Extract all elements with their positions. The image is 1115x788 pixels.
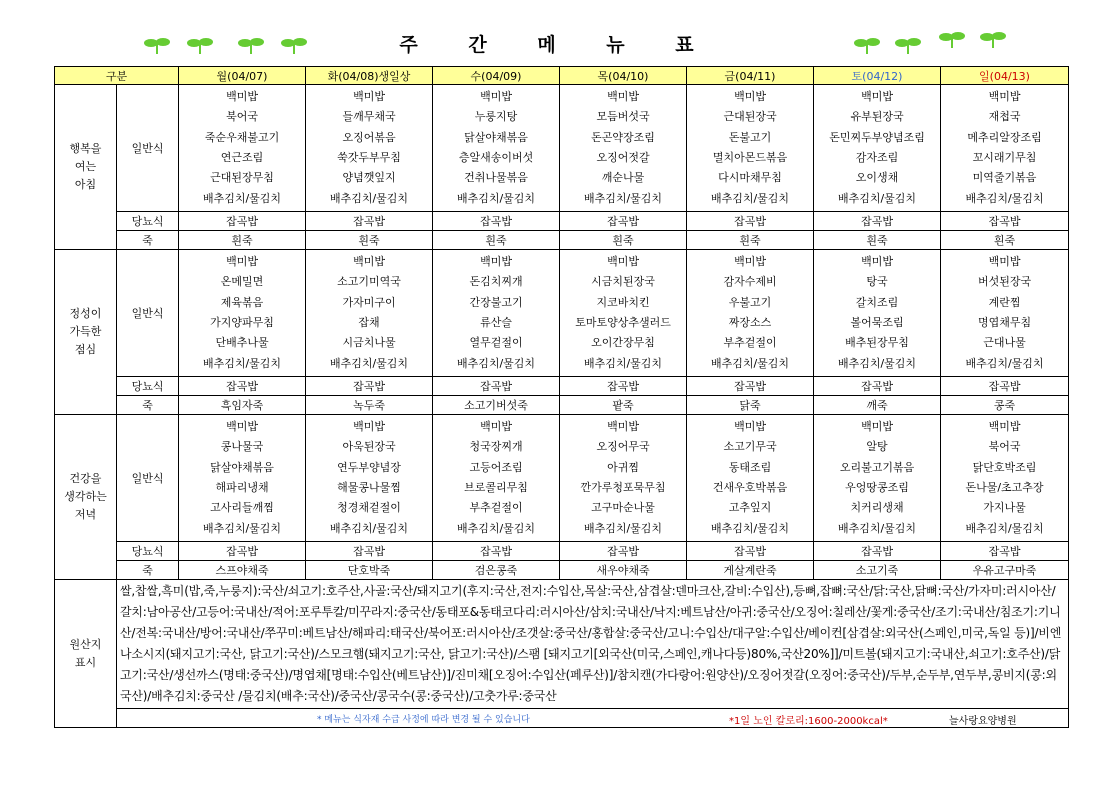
menu-cell [687, 85, 814, 212]
menu-item: 청경채겉절이 [337, 501, 401, 515]
menu-item: 배추김치/물김치 [837, 521, 917, 535]
menu-item: 시금치나물 [342, 336, 396, 350]
menu-cell [687, 415, 814, 542]
menu-cell [560, 85, 687, 212]
menu-item: 우엉땅콩조림 [845, 481, 909, 494]
page-title: 주 간 메 뉴 표 [399, 34, 716, 56]
menu-item: 해물콩나물찜 [337, 481, 401, 494]
menu-item: 탕국 [866, 275, 888, 289]
origin-text: 쌀,찹쌀,흑미(밥,죽,누룽지):국산/쇠고기:호주산,사골:국산/돼지고기(후지:국산,전지:수입산,목살:국산,삼겹살:덴마크산,갈비:수입산),등뼈,잡뼈:국산/닭:국산,닭뼈:국산/가자미:러시아산/갈치:남아공산/고등어:국내산/적어:포루투칼/미꾸라지:중국산/동태포&동태코다리:러시아산/삼치:국내산/낙지:베트남산/아귀:중국산/오징어:칠레산/꽃게:중국산/조기:국내산/침조기:기니산/전복:국내산/방어:국내산/쭈꾸미:베트남산/해파리:태국산/북어포:러시아산/조갯살:중국산/홍합살:중국산/고니:수입산/대구알:수입산/베이컨[삼겹살:외국산(스페인,미국,독일 등)]/비엔나소시지(돼지고기:국산, 닭고기:국산)/스모크햄(돼지고기:국산, 닭고기:국산)/스팸 [돼지고기[외국산(미국,스페인,캐나다등)80%,국산20%]]/미트볼(돼지고기:국내산,쇠고기:호주산)/닭고기:국산/생선까스(명태:중국산)/명엽채[명태:수입산(베트남산)]/진미채[오징어:수입산(페루산)]/참치캔(가다랑어:원양산)/오징어젓갈(오징어:중국산)/두부,순두부,연두부,콩비지(콩:외국산)/배추김치:중국산 /물김치(배추:국산)/중국산/콩국수(콩:중국산)/고춧가루:중국산 [117, 580, 1069, 709]
sprout-icon [852, 36, 882, 54]
menu-item: 메추리알장조림 [967, 130, 1042, 144]
menu-item: 백미밥 [734, 255, 766, 269]
menu-item: 부추겉절이 [723, 336, 777, 350]
lunch-porridge-row [55, 396, 1069, 415]
menu-item: 들깨무채국 [342, 110, 396, 124]
menu-item: 백미밥 [607, 420, 639, 434]
dinner-label [55, 415, 117, 580]
menu-item: 배추김치/물김치 [456, 191, 536, 205]
menu-cell: 닭죽 [687, 396, 814, 415]
menu-item: 건취나물볶음 [464, 171, 528, 185]
menu-item: 배추김치/물김치 [837, 356, 917, 370]
menu-item: 고추잎지 [728, 501, 772, 515]
menu-item: 오징어무국 [596, 440, 650, 454]
menu-item: 백미밥 [353, 90, 385, 104]
breakfast-label [55, 85, 117, 250]
menu-item: 간장불고기 [469, 295, 523, 309]
footer-cell [117, 709, 1069, 728]
diabetic-diet-label: 당뇨식 [117, 212, 179, 231]
menu-cell: 잡곡밥 [306, 212, 433, 231]
menu-item: 아귀찜 [607, 460, 639, 474]
day-header-fri: 금(04/11) [687, 67, 814, 85]
menu-change-note: * 메뉴는 식자재 수급 사정에 따라 변경 될 수 있습니다 [317, 715, 530, 725]
label-line: 건강을 [69, 472, 102, 485]
menu-item: 동태조림 [728, 460, 772, 474]
menu-item: 멸치아몬드볶음 [712, 151, 788, 164]
menu-item: 배추김치/물김치 [710, 356, 790, 370]
menu-item: 배추김치/물김치 [329, 191, 409, 205]
menu-cell [814, 415, 941, 542]
menu-cell [814, 85, 941, 212]
menu-item: 백미밥 [226, 420, 258, 434]
menu-item: 계란찜 [988, 295, 1021, 309]
lunch-regular-row [55, 250, 1069, 377]
menu-item: 갈치조림 [855, 295, 899, 309]
label-line: 행복을 [69, 142, 102, 155]
diabetic-diet-label: 당뇨식 [117, 377, 179, 396]
menu-item: 브로콜리무침 [464, 481, 528, 494]
menu-cell [306, 250, 433, 377]
menu-cell [687, 250, 814, 377]
sprout-icon [142, 36, 172, 54]
menu-item: 백미밥 [607, 255, 639, 269]
regular-diet-label: 일반식 [117, 85, 179, 212]
label-line: 아침 [74, 178, 97, 191]
menu-item: 배추김치/물김치 [965, 191, 1044, 205]
menu-cell: 잡곡밥 [941, 377, 1069, 396]
lunch-label [55, 250, 117, 415]
menu-item: 다시마채무침 [718, 171, 782, 185]
menu-item: 볼어묵조림 [850, 316, 904, 329]
menu-item: 층알새송이버섯 [458, 151, 534, 164]
menu-item: 배추김치/물김치 [202, 191, 282, 205]
menu-item: 우불고기 [728, 295, 772, 309]
menu-item: 배추김치/물김치 [965, 521, 1044, 535]
menu-cell: 잡곡밥 [814, 542, 941, 561]
dinner-diabetic-row [55, 542, 1069, 561]
label-line: 점심 [74, 343, 97, 356]
menu-cell: 흰죽 [306, 231, 433, 250]
menu-item: 단배추나물 [215, 336, 269, 350]
menu-cell: 잡곡밥 [814, 377, 941, 396]
menu-cell: 잡곡밥 [687, 377, 814, 396]
menu-cell: 잡곡밥 [306, 542, 433, 561]
menu-item: 백미밥 [480, 420, 512, 434]
menu-item: 류산슬 [480, 316, 512, 329]
menu-item: 백미밥 [861, 420, 893, 434]
breakfast-porridge-row [55, 231, 1069, 250]
menu-item: 돈민찌두부양념조림 [829, 130, 925, 144]
menu-item: 배추김치/물김치 [456, 521, 536, 535]
menu-cell: 잡곡밥 [814, 212, 941, 231]
day-header-thu: 목(04/10) [560, 67, 687, 85]
menu-item: 백미밥 [226, 255, 258, 269]
menu-item: 제육볶음 [220, 295, 264, 309]
menu-cell: 잡곡밥 [306, 377, 433, 396]
menu-item: 누룽지탕 [474, 110, 518, 124]
menu-item: 건새우호박볶음 [712, 481, 788, 494]
menu-item: 배추김치/물김치 [456, 356, 536, 370]
menu-cell: 흰죽 [433, 231, 560, 250]
menu-cell: 흰죽 [687, 231, 814, 250]
menu-item: 배추김치/물김치 [710, 521, 790, 535]
sprout-icon [185, 36, 215, 54]
menu-item: 백미밥 [353, 420, 385, 434]
regular-diet-label: 일반식 [117, 415, 179, 542]
label-line: 생각하는 [64, 490, 107, 503]
menu-item: 아욱된장국 [342, 440, 396, 454]
menu-cell: 소고기죽 [814, 561, 941, 580]
sprout-icon [279, 36, 309, 54]
menu-cell: 잡곡밥 [560, 377, 687, 396]
menu-item: 백미밥 [353, 255, 385, 269]
header-row [55, 67, 1069, 85]
menu-item: 백미밥 [988, 255, 1021, 269]
sprout-icon [978, 30, 1008, 48]
menu-cell [433, 415, 560, 542]
menu-item: 백미밥 [861, 255, 893, 269]
menu-cell: 팥죽 [560, 396, 687, 415]
menu-cell: 콩죽 [941, 396, 1069, 415]
porridge-label: 죽 [117, 396, 179, 415]
menu-cell: 흑임자죽 [179, 396, 306, 415]
menu-item: 토마토양상추샐러드 [575, 316, 671, 329]
menu-item: 배추김치/물김치 [583, 191, 663, 205]
menu-cell [179, 415, 306, 542]
regular-diet-label: 일반식 [117, 250, 179, 377]
day-header-tue: 화(04/08)생일상 [306, 67, 433, 85]
menu-item: 돈불고기 [728, 130, 772, 144]
menu-item: 닭살야채볶음 [210, 460, 274, 474]
menu-item: 지코바치킨 [596, 295, 650, 309]
menu-cell: 우유고구마죽 [941, 561, 1069, 580]
menu-item: 배추김치/물김치 [965, 356, 1044, 370]
menu-item: 돈김치찌개 [469, 275, 523, 289]
menu-item: 백미밥 [734, 90, 766, 104]
menu-item: 돈곤약장조림 [591, 130, 655, 144]
day-header-mon: 월(04/07) [179, 67, 306, 85]
menu-item: 재첩국 [988, 110, 1021, 124]
menu-item: 열무겉절이 [469, 336, 523, 350]
menu-item: 소고기무국 [723, 440, 777, 454]
menu-item: 감자수제비 [723, 275, 777, 289]
origin-row [55, 580, 1069, 709]
menu-item: 쑥갓두부무침 [337, 151, 401, 164]
menu-cell: 잡곡밥 [687, 542, 814, 561]
menu-cell: 흰죽 [560, 231, 687, 250]
menu-item: 고구마순나물 [591, 501, 655, 515]
menu-item: 오이간장무침 [591, 336, 655, 350]
menu-item: 배추김치/물김치 [583, 521, 663, 535]
menu-cell: 잡곡밥 [941, 212, 1069, 231]
menu-item: 죽순우채불고기 [204, 130, 280, 144]
menu-item: 백미밥 [861, 90, 893, 104]
menu-item: 버섯된장국 [977, 275, 1032, 289]
menu-item: 해파리냉채 [215, 481, 269, 494]
menu-item: 꼬시래기무침 [972, 151, 1037, 164]
sprout-icon [236, 36, 266, 54]
menu-item: 콩나물국 [220, 440, 264, 454]
menu-cell: 단호박죽 [306, 561, 433, 580]
menu-item: 오징어볶음 [342, 130, 396, 144]
menu-item: 백미밥 [480, 255, 512, 269]
menu-item: 북어국 [226, 110, 258, 124]
label-line: 여는 [74, 160, 97, 173]
menu-cell: 잡곡밥 [560, 212, 687, 231]
menu-item: 배추김치/물김치 [837, 191, 917, 205]
weekly-menu-table [54, 66, 1069, 728]
menu-item: 닭단호박조림 [972, 460, 1037, 474]
menu-cell: 잡곡밥 [433, 212, 560, 231]
menu-cell [941, 250, 1069, 377]
menu-item: 돈나물/초고추장 [965, 481, 1044, 494]
label-line: 표시 [74, 655, 97, 669]
menu-cell [941, 415, 1069, 542]
menu-item: 가자미구이 [342, 295, 396, 309]
menu-item: 감자조림 [855, 151, 899, 164]
label-line: 원산지 [69, 637, 102, 651]
menu-cell [433, 250, 560, 377]
menu-item: 깐가루청포묵무침 [580, 481, 666, 494]
menu-item: 북어국 [988, 440, 1021, 454]
menu-item: 연근조림 [220, 151, 264, 164]
menu-item: 백미밥 [988, 90, 1021, 104]
menu-cell [560, 250, 687, 377]
menu-cell: 소고기버섯죽 [433, 396, 560, 415]
breakfast-regular-row [55, 85, 1069, 212]
menu-item: 배추김치/물김치 [202, 356, 282, 370]
menu-item: 명엽채무침 [977, 316, 1032, 329]
menu-cell [306, 415, 433, 542]
menu-cell [433, 85, 560, 212]
breakfast-diabetic-row [55, 212, 1069, 231]
menu-cell: 잡곡밥 [433, 542, 560, 561]
menu-cell: 게살계란죽 [687, 561, 814, 580]
menu-item: 오징어젓갈 [596, 151, 650, 164]
footer-row [55, 709, 1069, 728]
porridge-label: 죽 [117, 561, 179, 580]
menu-item: 배추된장무침 [845, 336, 909, 350]
menu-item: 짜장소스 [728, 316, 772, 329]
menu-cell: 잡곡밥 [179, 212, 306, 231]
menu-cell: 잡곡밥 [179, 377, 306, 396]
sprout-icon [937, 30, 967, 48]
day-header-sat: 토(04/12) [814, 67, 941, 85]
menu-item: 백미밥 [607, 90, 639, 104]
calorie-note: *1일 노인 칼로리:1600-2000kcal* [729, 716, 888, 727]
menu-item: 깨순나물 [601, 171, 645, 185]
menu-cell: 스프야채죽 [179, 561, 306, 580]
day-header-wed: 수(04/09) [433, 67, 560, 85]
menu-cell: 새우야채죽 [560, 561, 687, 580]
menu-item: 배추김치/물김치 [710, 191, 790, 205]
menu-cell: 잡곡밥 [560, 542, 687, 561]
menu-item: 오이생채 [855, 171, 899, 185]
menu-cell [814, 250, 941, 377]
menu-item: 가지나물 [983, 501, 1026, 515]
label-line: 가득한 [69, 325, 102, 338]
menu-item: 백미밥 [988, 420, 1021, 434]
menu-item: 오리불고기볶음 [839, 460, 915, 474]
dinner-porridge-row [55, 561, 1069, 580]
menu-item: 미역줄기볶음 [972, 171, 1037, 185]
menu-cell [179, 250, 306, 377]
menu-item: 고등어조림 [469, 460, 523, 474]
menu-item: 근대된장무침 [210, 171, 274, 185]
menu-item: 잡채 [358, 316, 380, 329]
menu-cell: 녹두죽 [306, 396, 433, 415]
menu-item: 닭살야채볶음 [464, 130, 528, 144]
menu-item: 배추김치/물김치 [583, 356, 663, 370]
menu-item: 치커리생채 [850, 501, 904, 515]
menu-cell: 흰죽 [814, 231, 941, 250]
label-line: 정성이 [69, 307, 102, 320]
day-header-sun: 일(04/13) [941, 67, 1069, 85]
menu-cell [941, 85, 1069, 212]
hospital-name: 늘사랑요양병원 [949, 716, 1017, 727]
menu-item: 부추겉절이 [469, 501, 523, 515]
porridge-label: 죽 [117, 231, 179, 250]
menu-item: 시금치된장국 [591, 275, 655, 289]
category-header: 구분 [55, 67, 179, 85]
menu-cell [179, 85, 306, 212]
menu-item: 근대나물 [983, 336, 1026, 350]
menu-cell: 잡곡밥 [433, 377, 560, 396]
menu-item: 가지양파무침 [210, 316, 274, 329]
menu-item: 알탕 [866, 440, 888, 454]
menu-item: 배추김치/물김치 [329, 521, 409, 535]
menu-cell: 흰죽 [941, 231, 1069, 250]
menu-item: 유부된장국 [850, 110, 904, 124]
menu-item: 배추김치/물김치 [329, 356, 409, 370]
menu-item: 소고기미역국 [337, 275, 401, 289]
menu-cell: 잡곡밥 [941, 542, 1069, 561]
menu-item: 백미밥 [226, 90, 258, 104]
menu-cell: 흰죽 [179, 231, 306, 250]
label-line: 저녁 [74, 508, 97, 521]
origin-label [55, 580, 117, 728]
menu-cell: 검은콩죽 [433, 561, 560, 580]
menu-item: 청국장찌개 [469, 440, 523, 454]
diabetic-diet-label: 당뇨식 [117, 542, 179, 561]
menu-item: 백미밥 [734, 420, 766, 434]
menu-item: 백미밥 [480, 90, 512, 104]
lunch-diabetic-row [55, 377, 1069, 396]
menu-item: 고사리들깨찜 [210, 501, 274, 515]
menu-cell: 잡곡밥 [179, 542, 306, 561]
menu-item: 양념깻잎지 [342, 171, 396, 185]
menu-item: 연두부양념장 [337, 460, 401, 474]
menu-item: 모듬버섯국 [596, 110, 650, 124]
menu-item: 온메밀면 [220, 275, 264, 289]
dinner-regular-row [55, 415, 1069, 542]
menu-item: 근대된장국 [723, 110, 777, 124]
menu-cell: 깨죽 [814, 396, 941, 415]
sprout-icon [893, 36, 923, 54]
menu-cell [306, 85, 433, 212]
menu-cell [560, 415, 687, 542]
menu-item: 배추김치/물김치 [202, 521, 282, 535]
menu-cell: 잡곡밥 [687, 212, 814, 231]
